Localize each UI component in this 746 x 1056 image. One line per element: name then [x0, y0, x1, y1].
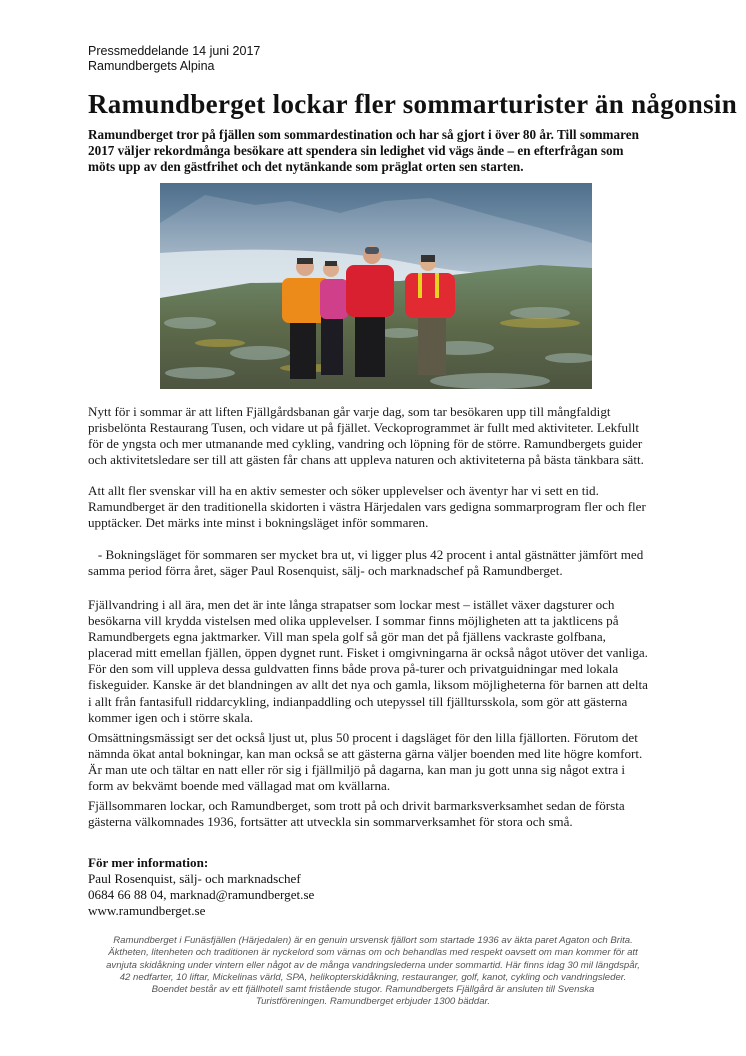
boilerplate-footer [88, 935, 658, 1009]
hero-photo [160, 183, 592, 389]
paragraph [88, 483, 646, 531]
page-title: Ramundberget lockar fler sommarturister än någonsin [88, 89, 738, 119]
paragraph-line: upptäcker. Det märks inte minst i bokningsläget inför sommaren. [88, 515, 429, 531]
press-release-date: Pressmeddelande 14 juni 2017 [88, 44, 261, 58]
paragraph [88, 597, 648, 726]
paragraph-line: Ramundberget är den traditionella skidorten i västra Härjedalen vars gedigna sommarprogram fler och fler [88, 499, 646, 515]
paragraph-line: fiskeguider. Kanske är det blandningen av allt det nya och gamla, liksom möjligheterna för barnen att delta [88, 677, 648, 693]
website-link[interactable]: www.ramundberget.se [88, 903, 206, 918]
contact-info [88, 855, 314, 919]
footer-line: Äktheten, litenheten och traditionen är nyckelord som värnas om och behandlas med respekt oavsett om man kommer för att [108, 947, 638, 959]
document-header [88, 44, 260, 74]
paragraph-line: Omsättningsmässigt ser det också ljust ut, plus 50 procent i dagsläget för den lilla fjällorten. Förutom det [88, 730, 638, 745]
footer-line: 42 nedfarter, 10 liftar, Mickelinas värld, SPA, helikopterskidåkning, restauranger, golf, kanot, cykling och vandringsleder. [119, 971, 627, 983]
paragraph-line: Att allt fler svenskar vill ha en aktiv semester och söker upplevelser och äventyr har vi sett en tid. [88, 483, 599, 498]
paragraph-line: form av bekvämt boende med vällagad mat om kvällarna. [88, 778, 391, 794]
paragraph-line: för de yngsta och mer utmanande med cykling, vandring och löpning för de större. Ramundbergets guider [88, 436, 643, 452]
footer-line: Boendet består av ett fjällhotell samt fristående stugor. Ramundbergets Fjällgård är ansluten till Svenska [151, 984, 595, 996]
paragraph-line: i allt från fantasifull riddarcykling, indianpaddling och utepyssel till fjälltursskola, som gör att gästerna [88, 693, 628, 709]
paragraph-line: För den som vill uppleva dessa guldvatten finns både prova på-turer och privatguidningar med lokala [88, 661, 619, 677]
paragraph-line: samma period förra året, säger Paul Rosenquist, sälj- och marknadschef på Ramundberget. [88, 563, 563, 579]
paragraph-line: Ramundbergets egna jaktmarker. Vill man spela golf så gör man det på fjällens vackraste golfbana, [88, 629, 606, 645]
paragraph-line: prisbelönta Restaurang Tusen, och vidare ut på fjället. Veckoprogrammet är fullt med aktiviteter. Lekfullt [88, 420, 640, 436]
footer-line: Ramundberget i Funäsfjällen (Härjedalen) är en genuin ursvensk fjällort som startade 1936 av äkta paret Agaton och Brita. [113, 935, 633, 946]
contact-name: Paul Rosenquist, sälj- och marknadschef [88, 871, 301, 886]
lead-line: möts upp av den gästfrihet och det nytänkande som präglat orten sen starten. [88, 159, 524, 174]
paragraph-line: Är man ute och tältar en natt eller rör sig i fjällmiljö på dagarna, kan man ju gott unna sig något extra i [88, 762, 626, 778]
paragraph [88, 404, 644, 468]
contact-phone-email[interactable]: 0684 66 88 04, marknad@ramundberget.se [88, 887, 315, 902]
paragraph-line: - Bokningsläget för sommaren ser mycket bra ut, vi ligger plus 42 procent i antal gästnätter jämfört med [88, 547, 644, 562]
paragraph-line: gästerna välkomnades 1936, fortsätter att utveckla sin sommarverksamhet för stora och små. [88, 814, 573, 830]
lead-line: Ramundberget tror på fjällen som sommardestination och har så gjort i över 80 år. Till sommaren [88, 127, 639, 142]
paragraph-line: Nytt för i sommar är att liften Fjällgårdsbanan går varje dag, som tar besökaren upp till mångfaldigt [88, 404, 611, 419]
organization-name: Ramundbergets Alpina [88, 59, 215, 73]
footer-line: avnjuta skidåkning under vintern eller något av de många vandringslederna under sommartid. Här finns idag 30 mil längdspår, [106, 959, 640, 971]
paragraph-line: Fjällvandring i all ära, men det är inte långa strapatser som lockar mest – istället växer dagsturer och [88, 597, 615, 612]
contact-heading: För mer information: [88, 855, 209, 870]
paragraph-line: kommer igen och i större skala. [88, 709, 254, 725]
lead-line: 2017 väljer rekordmånga besökare att spendera sin ledighet vid vägs ände – en efterfrågan som [88, 143, 624, 158]
paragraph [88, 730, 642, 794]
paragraph-line: besökarna vill krydda vistelsen med olika upplevelser. I sommar finns möjligheten att ta jaktlicens på [88, 613, 619, 629]
paragraph [88, 798, 625, 830]
lead-paragraph [88, 127, 639, 175]
paragraph-line: nämnda ökat antal bokningar, kan man också se att gästerna gärna väljer boenden med lite högre komfort. [88, 746, 643, 762]
paragraph-line: Fjällsommaren lockar, och Ramundberget, som trott på och drivit barmarksverksamhet sedan de första [88, 798, 625, 813]
paragraph-line: placerad mitt emellan fjällen, öppen dygnet runt. Fisket i omgivningarna är också något utöver det vanliga. [88, 645, 648, 661]
paragraph-line: och aktivitetsledare ser till att gästen får chans att uppleva naturen och aktiviteterna på bästa tänkbara sätt. [88, 452, 644, 468]
paragraph [88, 547, 643, 579]
footer-line: Turistföreningen. Ramundberget erbjuder 1300 bäddar. [255, 996, 491, 1008]
